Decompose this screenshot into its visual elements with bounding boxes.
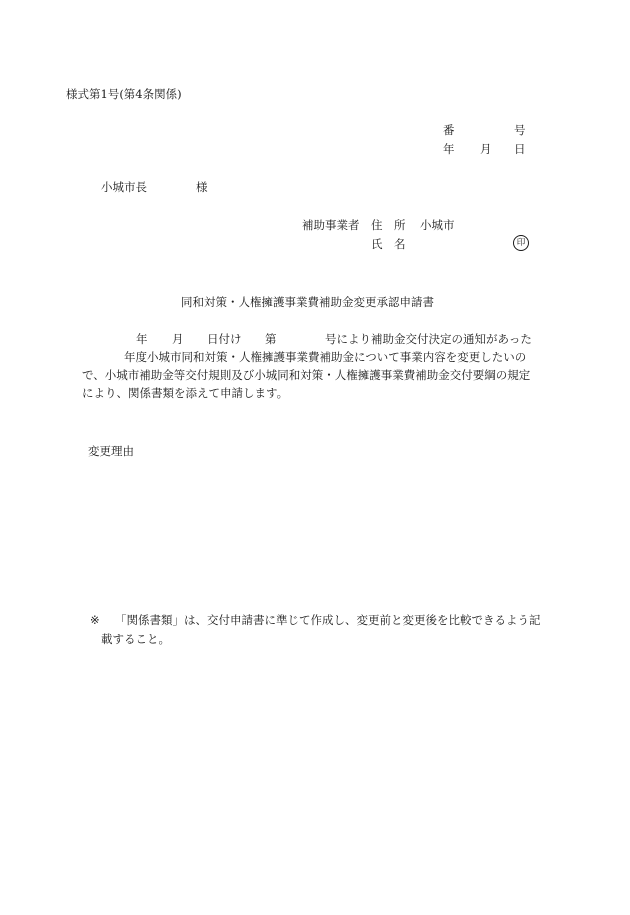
address-label: 住 所 <box>371 218 406 232</box>
body-year: 年 <box>136 332 148 346</box>
body-line2: 年度小城市同和対策・人権擁護事業費補助金について事業内容を変更したいの <box>124 350 527 364</box>
date-year: 年 <box>443 142 455 156</box>
body-date: 日付け <box>207 332 242 346</box>
seal-mark: 印 <box>513 235 529 251</box>
note-line2: 載すること。 <box>101 632 170 646</box>
reason-label: 変更理由 <box>88 444 134 458</box>
form-label: 様式第1号(第4条関係) <box>66 87 182 101</box>
body-line1-rest: 号により補助金交付決定の通知があった <box>325 332 532 346</box>
name-label: 氏 名 <box>371 237 406 251</box>
number-suffix: 号 <box>514 123 526 137</box>
date-day: 日 <box>514 142 526 156</box>
number-label: 番 <box>443 123 455 137</box>
addressee-honorific: 様 <box>196 180 208 194</box>
body-line4: により、関係書類を添えて申請します。 <box>82 386 289 400</box>
body-month: 月 <box>172 332 184 346</box>
note-line1: 「関係書類」は、交付申請書に準じて作成し、変更前と変更後を比較できるよう記 <box>115 613 541 627</box>
address-value: 小城市 <box>420 218 455 232</box>
document-title: 同和対策・人権擁護事業費補助金変更承認申請書 <box>181 295 434 309</box>
body-line3: で、小城市補助金等交付規則及び小城同和対策・人権擁護事業費補助金交付要綱の規定 <box>82 368 531 382</box>
date-month: 月 <box>480 142 492 156</box>
applicant-role: 補助事業者 <box>302 218 360 232</box>
body-dai: 第 <box>265 332 277 346</box>
addressee-name: 小城市長 <box>101 180 147 194</box>
note-mark: ※ <box>90 613 100 627</box>
